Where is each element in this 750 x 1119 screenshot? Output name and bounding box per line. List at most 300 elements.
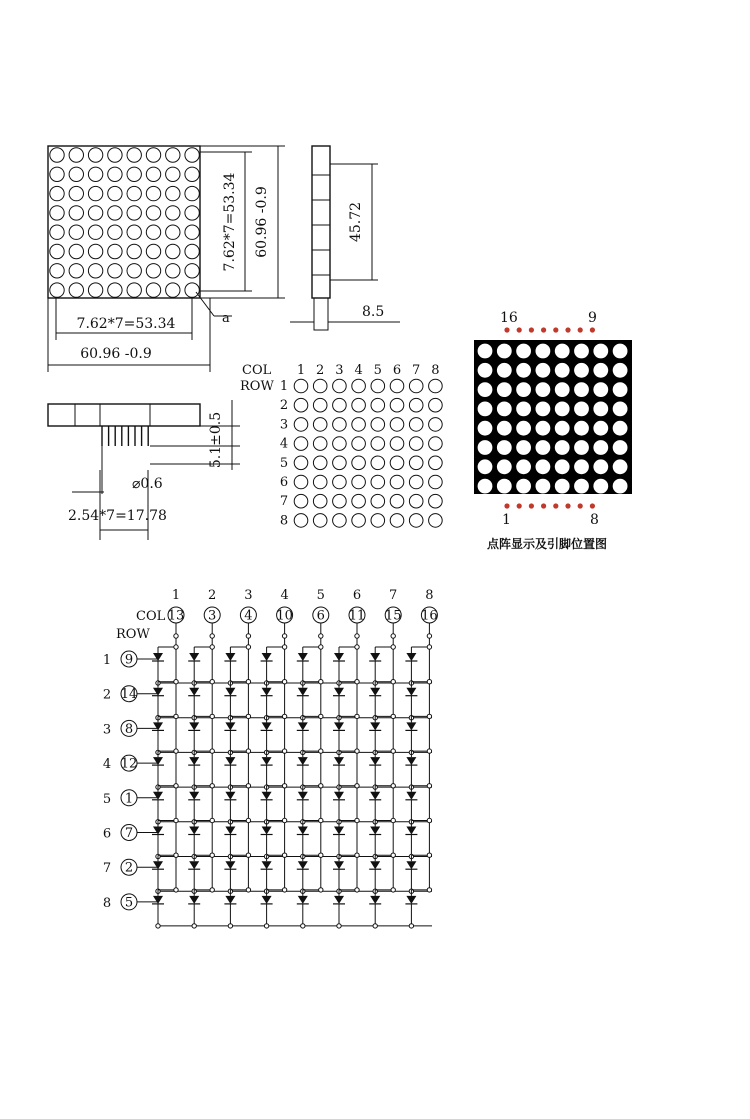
bottom-left-pin-label: 1 bbox=[502, 512, 511, 528]
matrix-white-dot bbox=[497, 440, 512, 455]
col-pin-number: 10 bbox=[276, 608, 293, 624]
junction-node bbox=[228, 924, 232, 928]
grid-led-circle bbox=[371, 514, 385, 528]
bottom-right-pin-label: 8 bbox=[590, 512, 599, 528]
front-led-dot bbox=[127, 283, 141, 297]
bottom-pin-dot bbox=[504, 503, 509, 508]
junction-node bbox=[210, 888, 214, 892]
front-led-dot bbox=[88, 167, 102, 181]
front-led-dot bbox=[69, 264, 83, 278]
top-left-pin-label: 16 bbox=[500, 310, 518, 326]
diode-icon bbox=[153, 653, 163, 661]
matrix-white-dot bbox=[593, 344, 608, 359]
schematic-row-number: 1 bbox=[102, 653, 112, 668]
diode-icon bbox=[370, 792, 380, 800]
diode-icon bbox=[153, 688, 163, 696]
bottom-pin-dot bbox=[578, 503, 583, 508]
row-pin-number: 12 bbox=[120, 756, 138, 772]
matrix-white-dot bbox=[593, 479, 608, 494]
grid-led-circle bbox=[390, 494, 404, 508]
grid-led-circle bbox=[352, 494, 366, 508]
diode-icon bbox=[189, 653, 199, 661]
bottom-pin-dot bbox=[565, 503, 570, 508]
front-led-dot bbox=[146, 283, 160, 297]
junction-node bbox=[319, 888, 323, 892]
front-led-dot bbox=[127, 206, 141, 220]
junction-node bbox=[391, 784, 395, 788]
junction-node bbox=[319, 853, 323, 857]
front-led-dot bbox=[50, 225, 64, 239]
bottom-pin-dot bbox=[541, 503, 546, 508]
matrix-white-dot bbox=[555, 440, 570, 455]
junction-node bbox=[391, 818, 395, 822]
front-led-dot bbox=[146, 148, 160, 162]
grid-row-number: 7 bbox=[279, 494, 289, 510]
grid-led-circle bbox=[294, 494, 308, 508]
grid-led-circle bbox=[333, 437, 347, 451]
junction-node bbox=[174, 784, 178, 788]
grid-led-circle bbox=[409, 398, 423, 412]
schematic-col-number: 7 bbox=[389, 588, 398, 603]
diode-icon bbox=[298, 688, 308, 696]
front-led-dot bbox=[50, 167, 64, 181]
matrix-white-dot bbox=[516, 421, 531, 436]
matrix-white-dot bbox=[497, 421, 512, 436]
matrix-white-dot bbox=[516, 440, 531, 455]
pin-position-view bbox=[474, 310, 632, 551]
junction-node bbox=[427, 680, 431, 684]
junction-node bbox=[427, 645, 431, 649]
matrix-white-dot bbox=[516, 479, 531, 494]
col-pin-number: 16 bbox=[421, 608, 438, 624]
junction-node bbox=[391, 888, 395, 892]
diode-icon bbox=[262, 861, 272, 869]
matrix-white-dot bbox=[497, 479, 512, 494]
junction-node bbox=[210, 784, 214, 788]
junction-node bbox=[391, 853, 395, 857]
grid-led-circle bbox=[429, 456, 443, 470]
schematic-row-number: 4 bbox=[102, 757, 112, 773]
grid-col-number: 4 bbox=[354, 363, 363, 378]
junction-node bbox=[355, 784, 359, 788]
grid-led-circle bbox=[352, 456, 366, 470]
matrix-white-dot bbox=[555, 459, 570, 474]
diode-icon bbox=[334, 757, 344, 765]
grid-col-numbers bbox=[297, 363, 440, 378]
diode-icon bbox=[406, 896, 416, 904]
grid-led-circle bbox=[429, 494, 443, 508]
grid-led-circle bbox=[313, 456, 327, 470]
grid-led-circle bbox=[429, 514, 443, 528]
grid-led-circle bbox=[409, 494, 423, 508]
side-depth-dim: 8.5 bbox=[362, 304, 385, 320]
matrix-white-dot bbox=[555, 363, 570, 378]
grid-led-circle bbox=[333, 379, 347, 393]
diode-icon bbox=[370, 653, 380, 661]
matrix-white-dot bbox=[478, 440, 493, 455]
grid-led-circle bbox=[352, 418, 366, 432]
pin-length-dim: 5.1±0.5 bbox=[208, 411, 224, 469]
grid-row-number: 8 bbox=[279, 513, 289, 529]
top-pin-dot bbox=[529, 327, 534, 332]
grid-led-circle bbox=[409, 437, 423, 451]
junction-node bbox=[355, 853, 359, 857]
junction-node bbox=[355, 749, 359, 753]
grid-row-number: 3 bbox=[279, 417, 289, 433]
junction-node bbox=[319, 645, 323, 649]
diode-icon bbox=[298, 792, 308, 800]
matrix-white-dot bbox=[536, 344, 551, 359]
grid-led-circle bbox=[333, 456, 347, 470]
grid-led-circle bbox=[313, 475, 327, 489]
matrix-white-dot bbox=[536, 459, 551, 474]
grid-table bbox=[240, 363, 442, 528]
top-pin-dot bbox=[504, 327, 509, 332]
grid-led-circle bbox=[409, 418, 423, 432]
junction-node bbox=[246, 714, 250, 718]
front-led-dot bbox=[146, 244, 160, 258]
front-led-dot bbox=[146, 206, 160, 220]
matrix-white-dot bbox=[536, 363, 551, 378]
matrix-white-dot bbox=[574, 402, 589, 417]
junction-node bbox=[427, 784, 431, 788]
junction-node bbox=[391, 645, 395, 649]
diode-icon bbox=[298, 827, 308, 835]
diode-icon bbox=[189, 757, 199, 765]
junction-node bbox=[409, 924, 413, 928]
grid-led-circle bbox=[352, 514, 366, 528]
grid-led-circle bbox=[390, 379, 404, 393]
top-right-pin-label: 9 bbox=[588, 310, 597, 326]
grid-led-circle bbox=[390, 418, 404, 432]
junction-node bbox=[156, 924, 160, 928]
top-pin-dot bbox=[590, 327, 595, 332]
junction-node bbox=[319, 818, 323, 822]
front-led-dot bbox=[50, 148, 64, 162]
col-node bbox=[246, 634, 250, 638]
grid-led-circle bbox=[333, 494, 347, 508]
junction-node bbox=[174, 853, 178, 857]
matrix-white-dot bbox=[497, 402, 512, 417]
matrix-white-dot bbox=[613, 421, 628, 436]
matrix-white-dot bbox=[478, 421, 493, 436]
grid-led-circle bbox=[409, 456, 423, 470]
junction-node bbox=[210, 818, 214, 822]
diode-icon bbox=[262, 653, 272, 661]
schematic-row-number: 8 bbox=[102, 895, 112, 911]
front-led-dot bbox=[166, 283, 180, 297]
grid-led-circles bbox=[294, 379, 442, 527]
diode-icon bbox=[262, 757, 272, 765]
junction-node bbox=[210, 714, 214, 718]
schematic bbox=[103, 588, 438, 928]
junction-node bbox=[319, 784, 323, 788]
junction-node bbox=[355, 818, 359, 822]
junction-node bbox=[427, 749, 431, 753]
junction-node bbox=[282, 680, 286, 684]
front-led-dot bbox=[50, 244, 64, 258]
front-led-dot bbox=[185, 244, 199, 258]
width-pitch-dim: 7.62*7=53.34 bbox=[76, 316, 176, 332]
front-led-dot bbox=[50, 283, 64, 297]
grid-led-circle bbox=[352, 379, 366, 393]
front-led-dot bbox=[108, 283, 122, 297]
diode-icon bbox=[225, 757, 235, 765]
grid-col-number: 3 bbox=[335, 363, 344, 378]
grid-led-circle bbox=[390, 456, 404, 470]
front-led-dot bbox=[88, 283, 102, 297]
front-led-dot bbox=[127, 167, 141, 181]
front-led-dot bbox=[185, 167, 199, 181]
junction-node bbox=[174, 818, 178, 822]
matrix-white-dot bbox=[478, 344, 493, 359]
diode-icon bbox=[334, 688, 344, 696]
junction-node bbox=[174, 888, 178, 892]
junction-node bbox=[355, 714, 359, 718]
col-node bbox=[174, 634, 178, 638]
matrix-white-dot bbox=[593, 402, 608, 417]
schematic-col-number: 5 bbox=[316, 588, 325, 603]
col-pin-number: 11 bbox=[348, 608, 366, 624]
diode-icon bbox=[153, 827, 163, 835]
front-led-dot bbox=[166, 148, 180, 162]
grid-led-circle bbox=[429, 398, 443, 412]
diode-icon bbox=[189, 792, 199, 800]
grid-col-number: 5 bbox=[373, 363, 382, 378]
grid-led-circle bbox=[294, 475, 308, 489]
bottom-pin-dot bbox=[517, 503, 522, 508]
junction-node bbox=[282, 784, 286, 788]
top-pin-dot bbox=[565, 327, 570, 332]
junction-node bbox=[391, 749, 395, 753]
matrix-white-dot bbox=[536, 402, 551, 417]
grid-led-circle bbox=[371, 437, 385, 451]
matrix-white-dot bbox=[574, 479, 589, 494]
junction-node bbox=[246, 853, 250, 857]
grid-led-circle bbox=[429, 418, 443, 432]
matrix-white-dot bbox=[593, 421, 608, 436]
diode-icon bbox=[406, 688, 416, 696]
grid-led-circle bbox=[429, 475, 443, 489]
front-led-dot bbox=[108, 206, 122, 220]
matrix-white-dot bbox=[478, 382, 493, 397]
front-led-dot bbox=[146, 167, 160, 181]
matrix-white-dot bbox=[497, 382, 512, 397]
matrix-white-dot bbox=[478, 402, 493, 417]
col-node bbox=[282, 634, 286, 638]
schematic-row-number: 5 bbox=[102, 791, 112, 807]
bottom-pin-dot bbox=[553, 503, 558, 508]
row-pin-number: 1 bbox=[124, 791, 134, 807]
diode-icon bbox=[406, 653, 416, 661]
col-node bbox=[355, 634, 359, 638]
grid-col-label: COL bbox=[242, 363, 272, 378]
junction-node bbox=[337, 924, 341, 928]
top-pin-dot bbox=[578, 327, 583, 332]
junction-node bbox=[282, 749, 286, 753]
grid-led-circle bbox=[352, 437, 366, 451]
matrix-white-dot bbox=[574, 344, 589, 359]
junction-node bbox=[264, 924, 268, 928]
junction-node bbox=[427, 714, 431, 718]
front-led-dot bbox=[50, 264, 64, 278]
junction-node bbox=[246, 680, 250, 684]
front-led-dot bbox=[166, 206, 180, 220]
matrix-white-dot bbox=[497, 363, 512, 378]
matrix-white-dot bbox=[574, 382, 589, 397]
diode-icon bbox=[189, 827, 199, 835]
diode-icon bbox=[334, 722, 344, 730]
matrix-white-dot bbox=[516, 459, 531, 474]
row-pin-number: 8 bbox=[124, 721, 134, 737]
grid-led-circle bbox=[390, 514, 404, 528]
front-led-dot bbox=[185, 283, 199, 297]
schematic-col-number: 8 bbox=[425, 588, 434, 603]
front-led-dot bbox=[185, 148, 199, 162]
grid-led-circle bbox=[390, 398, 404, 412]
grid-led-circle bbox=[429, 437, 443, 451]
grid-row-number: 6 bbox=[279, 475, 289, 490]
diode-icon bbox=[334, 827, 344, 835]
front-led-dot bbox=[69, 186, 83, 200]
front-led-dot bbox=[69, 283, 83, 297]
grid-led-circle bbox=[333, 418, 347, 432]
matrix-white-dot bbox=[478, 479, 493, 494]
front-led-dot bbox=[108, 186, 122, 200]
grid-row-label: ROW bbox=[240, 379, 274, 394]
diode-icon bbox=[153, 861, 163, 869]
matrix-white-dot bbox=[574, 440, 589, 455]
grid-col-number: 8 bbox=[431, 363, 440, 378]
diode-icon bbox=[406, 722, 416, 730]
matrix-white-dot bbox=[613, 479, 628, 494]
overall-width-dim: 60.96 -0.9 bbox=[80, 346, 152, 362]
diode-icon bbox=[153, 792, 163, 800]
diode-icon bbox=[406, 827, 416, 835]
matrix-white-dot bbox=[613, 459, 628, 474]
diode-icon bbox=[370, 688, 380, 696]
matrix-white-dot bbox=[555, 402, 570, 417]
top-pin-dot bbox=[541, 327, 546, 332]
matrix-white-dot bbox=[613, 402, 628, 417]
schematic-row-number: 6 bbox=[102, 826, 112, 842]
grid-led-circle bbox=[333, 398, 347, 412]
junction-node bbox=[282, 714, 286, 718]
junction-node bbox=[246, 645, 250, 649]
grid-led-circle bbox=[313, 398, 327, 412]
diode-icon bbox=[298, 861, 308, 869]
junction-node bbox=[427, 888, 431, 892]
junction-node bbox=[427, 853, 431, 857]
junction-node bbox=[373, 924, 377, 928]
grid-col-number: 2 bbox=[316, 363, 325, 378]
front-led-dot bbox=[69, 167, 83, 181]
grid-led-circle bbox=[352, 475, 366, 489]
front-led-grid bbox=[50, 148, 200, 297]
front-led-dot bbox=[166, 264, 180, 278]
diode-icon bbox=[298, 653, 308, 661]
matrix-white-dot bbox=[516, 363, 531, 378]
front-led-dot bbox=[88, 186, 102, 200]
junction-node bbox=[246, 784, 250, 788]
grid-led-circle bbox=[371, 456, 385, 470]
schematic-diodes bbox=[152, 645, 432, 928]
diode-icon bbox=[225, 722, 235, 730]
junction-node bbox=[319, 749, 323, 753]
grid-led-circle bbox=[371, 418, 385, 432]
junction-node bbox=[282, 888, 286, 892]
diode-icon bbox=[334, 896, 344, 904]
front-led-dot bbox=[50, 206, 64, 220]
grid-led-circle bbox=[294, 514, 308, 528]
grid-led-circle bbox=[294, 456, 308, 470]
front-led-dot bbox=[127, 225, 141, 239]
bottom-view bbox=[48, 400, 240, 540]
junction-node bbox=[210, 645, 214, 649]
schematic-col-number: 1 bbox=[171, 588, 181, 603]
grid-led-circle bbox=[390, 437, 404, 451]
grid-led-circle bbox=[429, 379, 443, 393]
schematic-row-number: 7 bbox=[102, 861, 112, 877]
junction-node bbox=[210, 853, 214, 857]
matrix-white-dot bbox=[593, 440, 608, 455]
diode-icon bbox=[225, 827, 235, 835]
col-node bbox=[427, 634, 431, 638]
diode-icon bbox=[298, 896, 308, 904]
pin-position-caption: 点阵显示及引脚位置图 bbox=[486, 537, 608, 551]
grid-row-number: 1 bbox=[279, 379, 289, 394]
matrix-white-dot bbox=[555, 344, 570, 359]
grid-col-number: 1 bbox=[296, 363, 306, 378]
row-pin-number: 7 bbox=[124, 826, 134, 841]
col-pin-number: 15 bbox=[384, 608, 402, 624]
junction-node bbox=[355, 888, 359, 892]
junction-node bbox=[174, 749, 178, 753]
grid-led-circle bbox=[409, 379, 423, 393]
front-led-dot bbox=[108, 167, 122, 181]
matrix-white-dot bbox=[555, 421, 570, 436]
matrix-white-dot bbox=[536, 440, 551, 455]
front-led-dot bbox=[88, 206, 102, 220]
led-matrix-block bbox=[474, 340, 632, 494]
matrix-white-dot bbox=[555, 382, 570, 397]
col-pin-number: 3 bbox=[208, 608, 217, 624]
front-led-dot bbox=[108, 264, 122, 278]
diode-icon bbox=[298, 757, 308, 765]
top-pin-dots bbox=[504, 327, 595, 332]
col-pin-number: 4 bbox=[244, 608, 253, 624]
diode-icon bbox=[406, 792, 416, 800]
front-led-dot bbox=[88, 264, 102, 278]
front-led-dot bbox=[185, 186, 199, 200]
front-view bbox=[48, 146, 285, 372]
matrix-white-dot bbox=[478, 363, 493, 378]
junction-node bbox=[391, 680, 395, 684]
diode-icon bbox=[225, 861, 235, 869]
schematic-col-number: 3 bbox=[244, 588, 253, 603]
matrix-white-dot bbox=[536, 421, 551, 436]
pin-diameter-dim: ⌀0.6 bbox=[132, 476, 163, 492]
diode-icon bbox=[262, 722, 272, 730]
grid-led-circle bbox=[390, 475, 404, 489]
junction-node bbox=[246, 888, 250, 892]
front-led-dot bbox=[108, 148, 122, 162]
matrix-white-dot bbox=[574, 459, 589, 474]
grid-led-circle bbox=[313, 418, 327, 432]
matrix-white-dot bbox=[536, 382, 551, 397]
diode-icon bbox=[370, 896, 380, 904]
matrix-white-dot bbox=[593, 363, 608, 378]
